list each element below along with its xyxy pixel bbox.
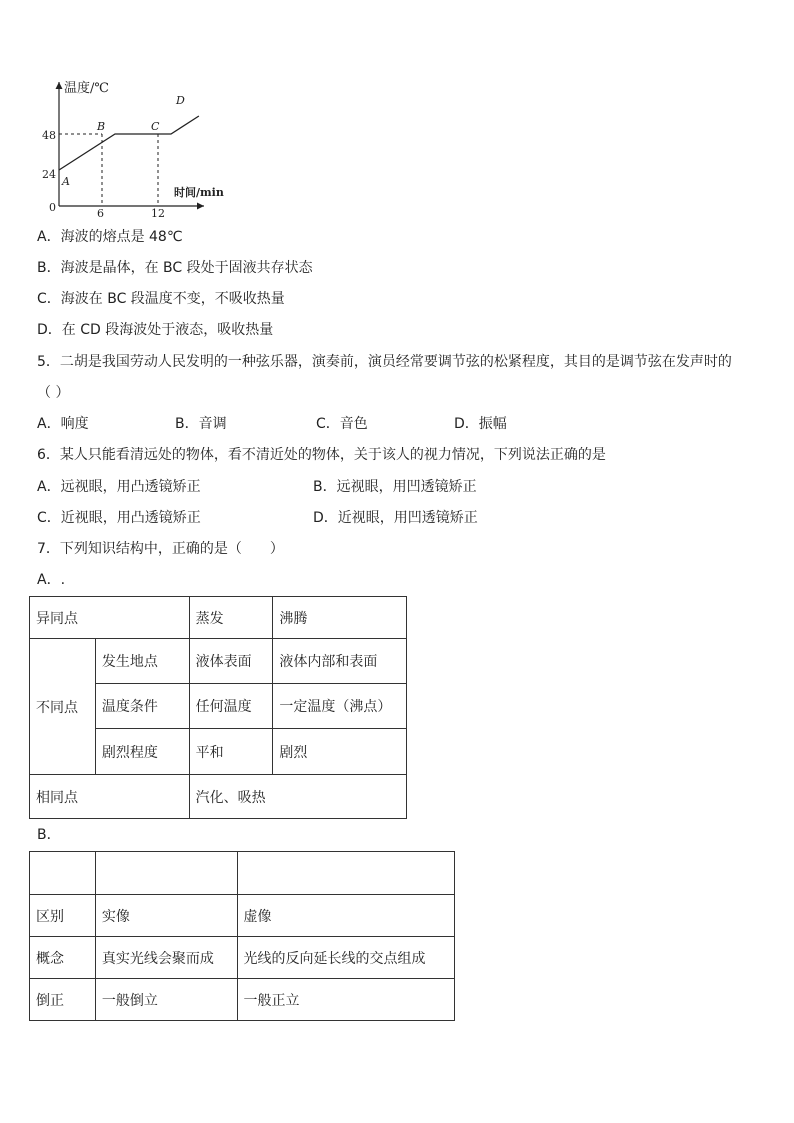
table-b-cell <box>237 852 454 895</box>
table-b-cell: 虚像 <box>237 895 454 937</box>
table-a-cell: 剧烈 <box>273 729 407 775</box>
q6-stem: 6．某人只能看清远处的物体，看不清近处的物体，关于该人的视力情况，下列说法正确的是 <box>37 447 606 463</box>
q7-label-b: B． <box>37 827 61 843</box>
y-tick-48: 48 <box>42 129 56 142</box>
q7-stem: 7．下列知识结构中，正确的是（ ） <box>37 541 284 557</box>
q6-option-a: A．远视眼，用凸透镜矫正 <box>37 479 201 495</box>
table-a-header-aspect: 异同点 <box>30 597 190 639</box>
point-label-a: A <box>62 175 70 188</box>
point-label-c: C <box>151 120 160 133</box>
table-a-cell: 温度条件 <box>95 684 189 729</box>
q5-option-a: A．响度 <box>37 416 89 432</box>
q4-option-b: B．海波是晶体，在 BC 段处于固液共存状态 <box>37 260 313 276</box>
q6-option-d: D．近视眼，用凹透镜矫正 <box>313 510 478 526</box>
table-b-cell: 实像 <box>95 895 237 937</box>
q6-option-c: C．近视眼，用凸透镜矫正 <box>37 510 201 526</box>
x-tick-6: 6 <box>97 207 104 220</box>
table-a-header-evaporation: 蒸发 <box>189 597 273 639</box>
temperature-time-graph <box>34 76 234 222</box>
table-b-cell <box>95 852 237 895</box>
table-a-header-boiling: 沸腾 <box>273 597 407 639</box>
real-virtual-image-table <box>29 851 455 1021</box>
table-b-cell <box>30 852 96 895</box>
table-b-cell: 概念 <box>30 937 96 979</box>
x-tick-12: 12 <box>151 207 165 220</box>
y-tick-24: 24 <box>42 168 56 181</box>
origin-label: 0 <box>49 201 56 214</box>
q7-label-a: A．. <box>37 572 66 588</box>
table-b-cell: 真实光线会聚而成 <box>95 937 237 979</box>
q5-option-c: C．音色 <box>316 416 368 432</box>
q4-option-d: D．在 CD 段海波处于液态，吸收热量 <box>37 322 274 338</box>
table-b-cell: 光线的反向延长线的交点组成 <box>237 937 454 979</box>
table-a-differences-label: 不同点 <box>30 639 96 775</box>
table-b-cell: 一般倒立 <box>95 979 237 1021</box>
table-b-cell: 一般正立 <box>237 979 454 1021</box>
point-label-d: D <box>176 94 185 107</box>
table-a-cell: 任何温度 <box>189 684 273 729</box>
point-label-b: B <box>97 120 106 133</box>
table-b-cell: 区别 <box>30 895 96 937</box>
table-a-cell: 剧烈程度 <box>95 729 189 775</box>
table-a-cell: 液体内部和表面 <box>273 639 407 684</box>
x-axis-label: 时间/min <box>174 186 224 199</box>
q5-option-b: B．音调 <box>175 416 227 432</box>
q5-option-d: D．振幅 <box>454 416 507 432</box>
table-a-cell: 平和 <box>189 729 273 775</box>
table-a-cell: 一定温度（沸点） <box>273 684 407 729</box>
table-a-cell: 液体表面 <box>189 639 273 684</box>
q5-stem-continuation: （ ） <box>37 385 70 401</box>
q5-stem: 5．二胡是我国劳动人民发明的一种弦乐器，演奏前，演员经常要调节弦的松紧程度，其目的是调节弦在发声时的 <box>37 354 732 370</box>
q4-option-c: C．海波在 BC 段温度不变，不吸收热量 <box>37 291 285 307</box>
table-a-similarities-value: 汽化、吸热 <box>189 775 406 819</box>
table-a-cell: 发生地点 <box>95 639 189 684</box>
series-line <box>59 116 199 170</box>
q6-option-b: B．远视眼，用凹透镜矫正 <box>313 479 477 495</box>
q4-option-a: A．海波的熔点是 48℃ <box>37 229 183 245</box>
table-a-similarities-label: 相同点 <box>30 775 190 819</box>
y-axis-label: 温度/℃ <box>64 81 109 96</box>
evaporation-boiling-table <box>29 596 407 819</box>
table-b-cell: 倒正 <box>30 979 96 1021</box>
